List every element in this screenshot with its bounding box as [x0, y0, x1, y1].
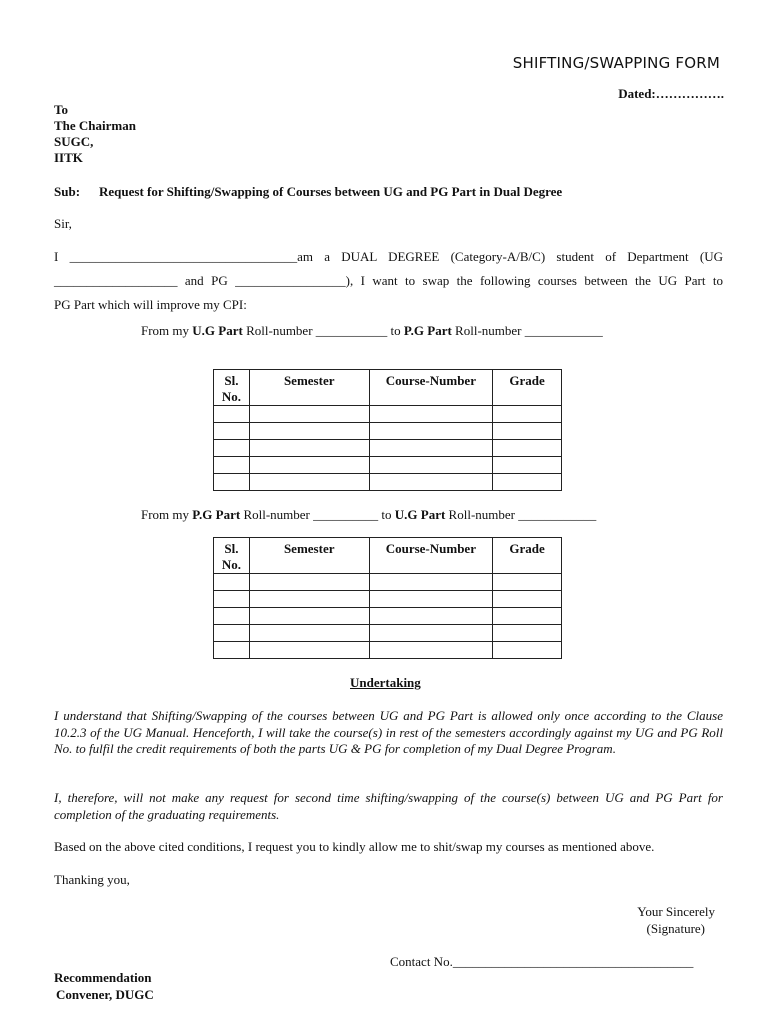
to-part: U.G Part — [394, 507, 446, 522]
dated-field[interactable]: Dated:……………. — [618, 86, 724, 101]
col-header-semester: Semester — [249, 538, 369, 574]
body-line-3: PG Part which will improve my CPI: — [54, 297, 247, 312]
table-row[interactable] — [214, 440, 562, 457]
from-part: U.G Part — [192, 323, 243, 338]
cell[interactable] — [214, 574, 250, 591]
undertaking-heading: Undertaking — [350, 675, 421, 690]
cell[interactable] — [249, 423, 369, 440]
to-part: P.G Part — [403, 323, 452, 338]
sl-no-header-text: Sl. No. — [221, 541, 242, 572]
col-header-grade: Grade — [493, 538, 562, 574]
cell[interactable] — [369, 474, 493, 491]
cell[interactable] — [493, 474, 562, 491]
table-row[interactable] — [214, 574, 562, 591]
cell[interactable] — [493, 440, 562, 457]
cell[interactable] — [493, 574, 562, 591]
cell[interactable] — [249, 591, 369, 608]
cell[interactable] — [493, 642, 562, 659]
contact-label: Contact No. — [390, 954, 453, 969]
contact-line[interactable]: _____________________________________ — [452, 954, 694, 969]
contact-number-field[interactable] — [390, 954, 693, 970]
table-row[interactable] — [214, 591, 562, 608]
cell[interactable] — [369, 574, 493, 591]
cell[interactable] — [214, 474, 250, 491]
cell[interactable] — [249, 406, 369, 423]
cell[interactable] — [249, 440, 369, 457]
cell[interactable] — [249, 474, 369, 491]
ug-to-pg-course-table — [213, 369, 562, 491]
cell[interactable] — [249, 625, 369, 642]
address-line-1: The Chairman — [54, 118, 136, 133]
cell[interactable] — [249, 608, 369, 625]
col-header-sl-no — [214, 538, 250, 574]
cell[interactable] — [369, 642, 493, 659]
pg-to-ug-course-table — [213, 537, 562, 659]
body-line-2[interactable]: ___________________ and PG _________________), I want to swap the following courses between the UG Part to — [54, 273, 723, 288]
cell[interactable] — [493, 608, 562, 625]
cell[interactable] — [493, 423, 562, 440]
table-row[interactable] — [214, 474, 562, 491]
from-text: From my — [141, 507, 193, 522]
form-title: SHIFTING/SWAPPING FORM — [512, 54, 720, 72]
table-row[interactable] — [214, 457, 562, 474]
thanking-text: Thanking you, — [54, 872, 130, 887]
table-row[interactable] — [214, 406, 562, 423]
col-header-grade: Grade — [493, 370, 562, 406]
roll-text-2: Roll-number ____________ — [451, 323, 603, 338]
table-row[interactable] — [214, 608, 562, 625]
address-to: To — [54, 102, 68, 117]
table-row[interactable] — [214, 625, 562, 642]
cell[interactable] — [493, 457, 562, 474]
from-text: From my — [141, 323, 193, 338]
cell[interactable] — [214, 440, 250, 457]
request-paragraph: Based on the above cited conditions, I request you to kindly allow me to shit/swap my courses as mentioned above. — [54, 839, 655, 854]
recommendation-label: Recommendation — [54, 970, 152, 985]
address-line-2: SUGC, — [54, 134, 94, 149]
col-header-semester: Semester — [249, 370, 369, 406]
cell[interactable] — [369, 625, 493, 642]
address-line-3: IITK — [54, 150, 83, 165]
col-header-course-number: Course-Number — [369, 370, 493, 406]
sincerely-text: Your Sincerely — [637, 904, 715, 919]
cell[interactable] — [214, 457, 250, 474]
cell[interactable] — [249, 457, 369, 474]
ug-to-pg-roll-line[interactable] — [141, 323, 603, 339]
roll-text-1: Roll-number __________ to — [240, 507, 395, 522]
cell[interactable] — [214, 625, 250, 642]
cell[interactable] — [214, 642, 250, 659]
col-header-sl-no — [214, 370, 250, 406]
undertaking-paragraph-2: I, therefore, will not make any request for second time shifting/swapping of the course(s) between UG and PG Part for completion of the graduating requirements. — [54, 790, 723, 822]
table-row[interactable] — [214, 642, 562, 659]
cell[interactable] — [249, 574, 369, 591]
cell[interactable] — [214, 406, 250, 423]
pg-to-ug-roll-line[interactable] — [141, 507, 596, 523]
cell[interactable] — [369, 423, 493, 440]
convener-label: Convener, DUGC — [56, 987, 154, 1002]
cell[interactable] — [214, 608, 250, 625]
cell[interactable] — [369, 457, 493, 474]
salutation: Sir, — [54, 216, 72, 231]
subject-label: Sub: — [54, 184, 81, 199]
cell[interactable] — [214, 423, 250, 440]
roll-text-1: Roll-number ___________ to — [242, 323, 404, 338]
cell[interactable] — [493, 406, 562, 423]
sl-no-header-text: Sl. No. — [221, 373, 242, 404]
subject-text: Request for Shifting/Swapping of Courses between UG and PG Part in Dual Degree — [99, 184, 563, 199]
cell[interactable] — [493, 591, 562, 608]
cell[interactable] — [493, 625, 562, 642]
cell[interactable] — [369, 591, 493, 608]
cell[interactable] — [369, 608, 493, 625]
table-row[interactable] — [214, 423, 562, 440]
signature-label[interactable]: (Signature) — [646, 921, 705, 936]
from-part: P.G Part — [192, 507, 241, 522]
cell[interactable] — [369, 440, 493, 457]
roll-text-2: Roll-number ____________ — [445, 507, 597, 522]
body-line-1[interactable]: I ___________________________________am a DUAL DEGREE (Category-A/B/C) student of Department (UG — [54, 249, 723, 264]
cell[interactable] — [249, 642, 369, 659]
cell[interactable] — [369, 406, 493, 423]
undertaking-paragraph-1: I understand that Shifting/Swapping of the courses between UG and PG Part is allowed only once according to the Clause 10.2.3 of the UG Manual. Henceforth, I will take the course(s) in rest of the semesters accordingly against my UG and PG Roll No. to fulfil the credit requirements of both the parts UG & PG for completion of my Dual Degree Program. — [54, 708, 723, 756]
col-header-course-number: Course-Number — [369, 538, 493, 574]
cell[interactable] — [214, 591, 250, 608]
